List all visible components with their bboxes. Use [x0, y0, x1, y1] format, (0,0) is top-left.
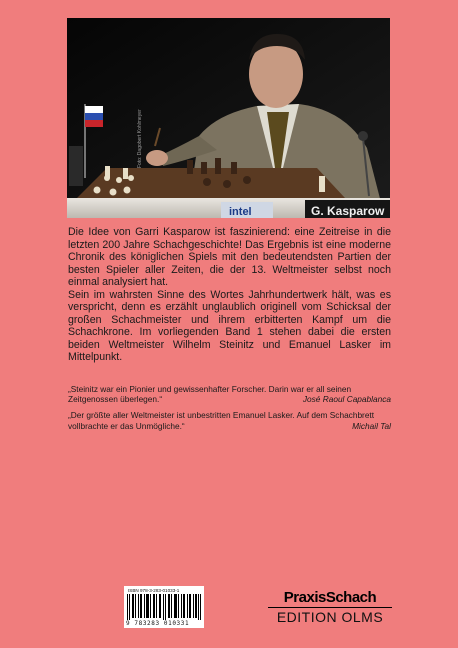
quote-author: José Raoul Capablanca	[302, 394, 391, 405]
publisher-logo	[268, 590, 392, 626]
quote-text: „Der größte aller Weltmeister ist unbestritten Emanuel Lasker. Auf dem Schachbrett vollbrachte er das Unmögliche.“	[68, 410, 375, 431]
blurb-paragraph-1: Die Idee von Garri Kasparow ist faszinierend: eine Zeitreise in die letzten 200 Jahre Schachgeschichte! Das Ergebnis ist eine moderne Chronik des königlichen Spiels mit den bedeutendsten Partien der besten Spieler aller Zeiten, die der 13. Weltmeister selbst noch einmal analysiert hat.	[68, 226, 391, 288]
barcode-bars	[127, 594, 201, 620]
quote-2	[68, 410, 391, 430]
publisher-name: EDITION OLMS	[276, 609, 384, 625]
isbn-label: ISBN 978-3-283-01033-1	[128, 588, 180, 593]
blurb	[68, 226, 391, 364]
quote-author: Michail Tal	[352, 420, 391, 431]
sign-text: intel	[229, 206, 252, 218]
barcode-digits: 9 783283 010331	[126, 620, 190, 627]
photo-credit: Foto: Dagobert Kohlmeyer	[137, 109, 143, 168]
kasparov-photo	[67, 18, 390, 218]
nameplate-text: G. Kasparow	[311, 204, 385, 218]
quotes	[68, 384, 391, 437]
series-name: PraxisSchach	[268, 590, 392, 608]
blurb-paragraph-2: Sein im wahrsten Sinne des Wortes Jahrhundertwerk hält, was es verspricht, denn es erzählt unglaublich originell vom Schicksal der großen Schachmeister und ihrem erbitterten Kampf um die Schachkrone. Im vorliegenden Band 1 stehen dabei die ersten beiden Weltmeister Wilhelm Steinitz und Emanuel Lasker im Mittelpunkt.	[68, 288, 391, 363]
quote-1	[68, 384, 391, 404]
quote-text: „Steinitz war ein Pionier und gewissenhafter Forscher. Darin war er all seinen Zeitgenossen überlegen.“	[68, 384, 352, 405]
cover-photo	[67, 18, 390, 218]
barcode	[124, 586, 204, 628]
